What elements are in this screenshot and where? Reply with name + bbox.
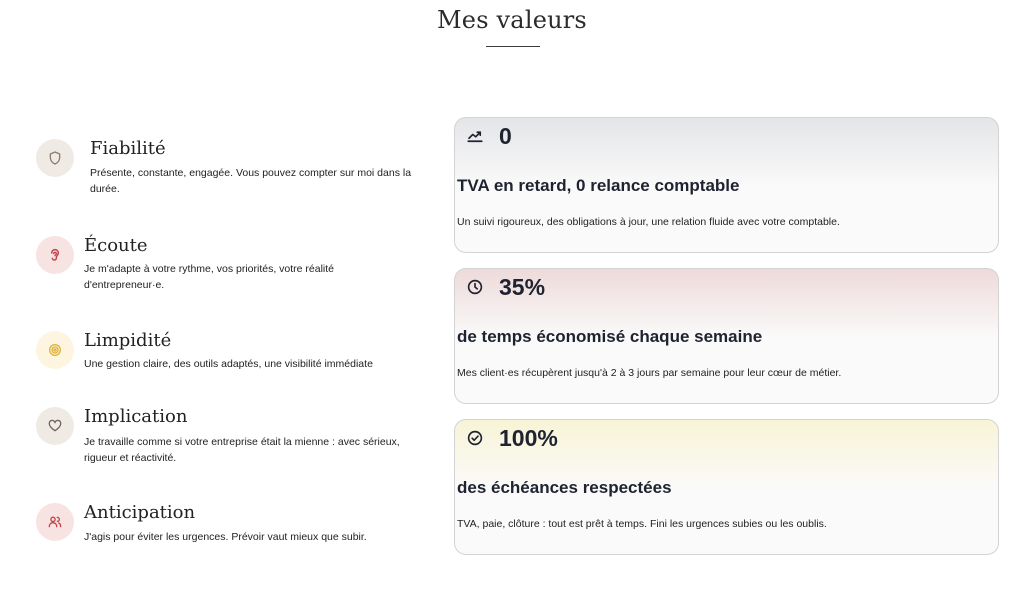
value-description: J'agis pour éviter les urgences. Prévoir vaut mieux que subir. — [84, 531, 367, 543]
stat-header — [465, 424, 558, 452]
title-divider — [486, 46, 540, 47]
stat-card-tva — [454, 117, 999, 253]
stat-card-echeances — [454, 419, 999, 555]
value-name: Fiabilité — [90, 138, 166, 159]
clock-icon — [465, 277, 485, 297]
stat-value: 35% — [499, 273, 546, 300]
shield-icon — [36, 139, 74, 177]
value-description: Une gestion claire, des outils adaptés, une visibilité immédiate — [84, 358, 373, 370]
value-name: Implication — [84, 406, 188, 427]
ear-icon — [36, 236, 74, 274]
value-name: Écoute — [84, 235, 148, 256]
section-title: Mes valeurs — [437, 6, 587, 34]
check-circle-icon — [465, 428, 485, 448]
value-description: Je m'adapte à votre rythme, vos priorités, votre réalité d'entrepreneur·e. — [84, 263, 335, 291]
stat-headline: des échéances respectées — [457, 478, 672, 497]
stat-body: Mes client·es récupèrent jusqu'à 2 à 3 jours par semaine pour leur cœur de métier. — [457, 367, 842, 379]
chart-line-icon — [465, 126, 485, 146]
value-name: Anticipation — [84, 502, 196, 523]
stat-value: 100% — [499, 424, 558, 451]
value-description: Présente, constante, engagée. Vous pouvez compter sur moi dans la durée. — [90, 167, 412, 195]
stat-card-temps — [454, 268, 999, 404]
value-description: Je travaille comme si votre entreprise était la mienne : avec sérieux, rigueur et réactivité. — [84, 436, 400, 464]
stat-headline: de temps économisé chaque semaine — [457, 327, 763, 346]
stat-headline: TVA en retard, 0 relance comptable — [457, 176, 740, 195]
users-icon — [36, 503, 74, 541]
stat-header — [465, 122, 512, 150]
heart-icon — [36, 407, 74, 445]
stat-body: Un suivi rigoureux, des obligations à jour, une relation fluide avec votre comptable. — [457, 216, 840, 228]
stat-value: 0 — [499, 122, 512, 149]
stat-header — [465, 273, 545, 301]
value-name: Limpidité — [84, 330, 172, 351]
stat-body: TVA, paie, clôture : tout est prêt à temps. Fini les urgences subies ou les oublis. — [457, 518, 827, 530]
target-icon — [36, 331, 74, 369]
